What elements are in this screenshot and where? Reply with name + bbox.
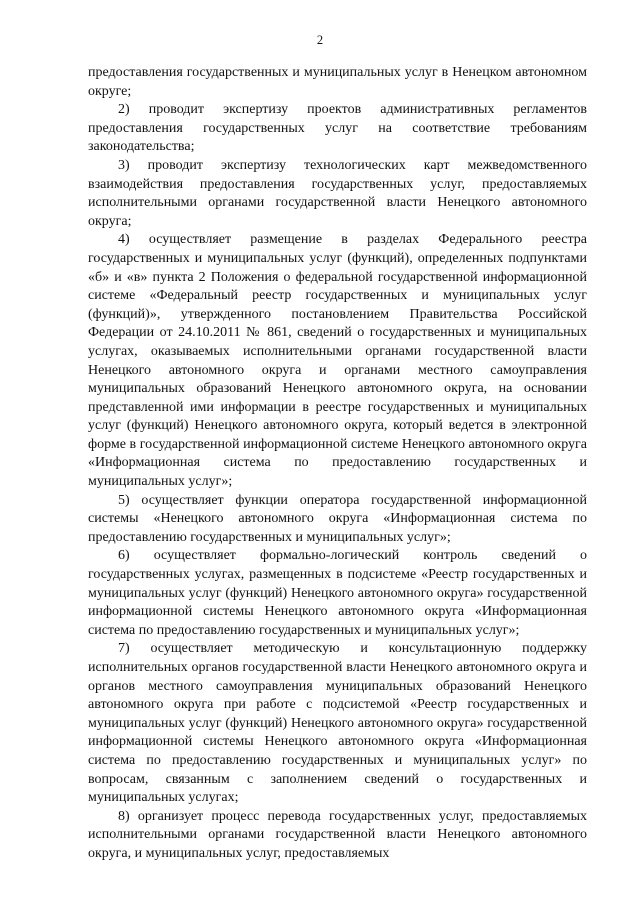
page-number: 2: [316, 33, 324, 47]
paragraph-item-4: 4) осуществляет размещение в разделах Федерального реестра государственных и муниципальных услуг (функций), определенных подпунктами «б» и «в» пункта 2 Положения о федеральной государственной информационной системе «Федеральный реестр государственных и муниципальных услуг (функций)», утвержденного постановлением Правительства Российской Федерации от 24.10.2011 № 861, сведений о государственных и муниципальных услугах, оказываемых исполнительными органами государственной власти Ненецкого автономного округа и органами местного самоуправления муниципальных образований Ненецкого автономного округа, на основании представленной ими информации в реестре государственных и муниципальных услуг (функций) Ненецкого автономного округа, который ведется в электронной форме в государственной информационной системе Ненецкого автономного округа «Информационная система по предоставлению государственных и муниципальных услуг»;: [88, 232, 587, 490]
paragraph-item-2: 2) проводит экспертизу проектов административных регламентов предоставления государственных услуг на соответствие требованиям законодательства;: [88, 102, 587, 155]
paragraph-item-7: 7) осуществляет методическую и консультационную поддержку исполнительных органов государственной власти Ненецкого автономного округа и органов местного самоуправления муниципальных образований Ненецкого автономного округа при работе с подсистемой «Реестр государственных и муниципальных услуг (функций) Ненецкого автономного округа» государственной информационной системы Ненецкого автономного округа «Информационная система по предоставлению государственных и муниципальных услуг» по вопросам, связанным с заполнением сведений о государственных и муниципальных услугах;: [88, 641, 587, 806]
paragraph-item-5: 5) осуществляет функции оператора государственной информационной системы «Ненецкого автономного округа «Информационная система по предоставлению государственных и муниципальных услуг»;: [88, 492, 587, 545]
paragraph-continuation: предоставления государственных и муниципальных услуг в Ненецком автономном округе;: [88, 65, 587, 99]
paragraph-item-3: 3) проводит экспертизу технологических карт межведомственного взаимодействия предоставления государственных услуг, предоставляемых исполнительными органами государственной власти Ненецкого автономного округа;: [88, 157, 587, 229]
paragraph-item-8: 8) организует процесс перевода государственных услуг, предоставляемых исполнительными органами государственной власти Ненецкого автономного округа, и муниципальных услуг, предоставляемых: [88, 808, 587, 861]
document-body: [88, 64, 587, 864]
paragraph-item-6: 6) осуществляет формально-логический контроль сведений о государственных услугах, размещенных в подсистеме «Реестр государственных и муниципальных услуг (функций) Ненецкого автономного округа» государственной информационной системы Ненецкого автономного округа «Информационная система по предоставлению государственных и муниципальных услуг»;: [88, 548, 587, 638]
